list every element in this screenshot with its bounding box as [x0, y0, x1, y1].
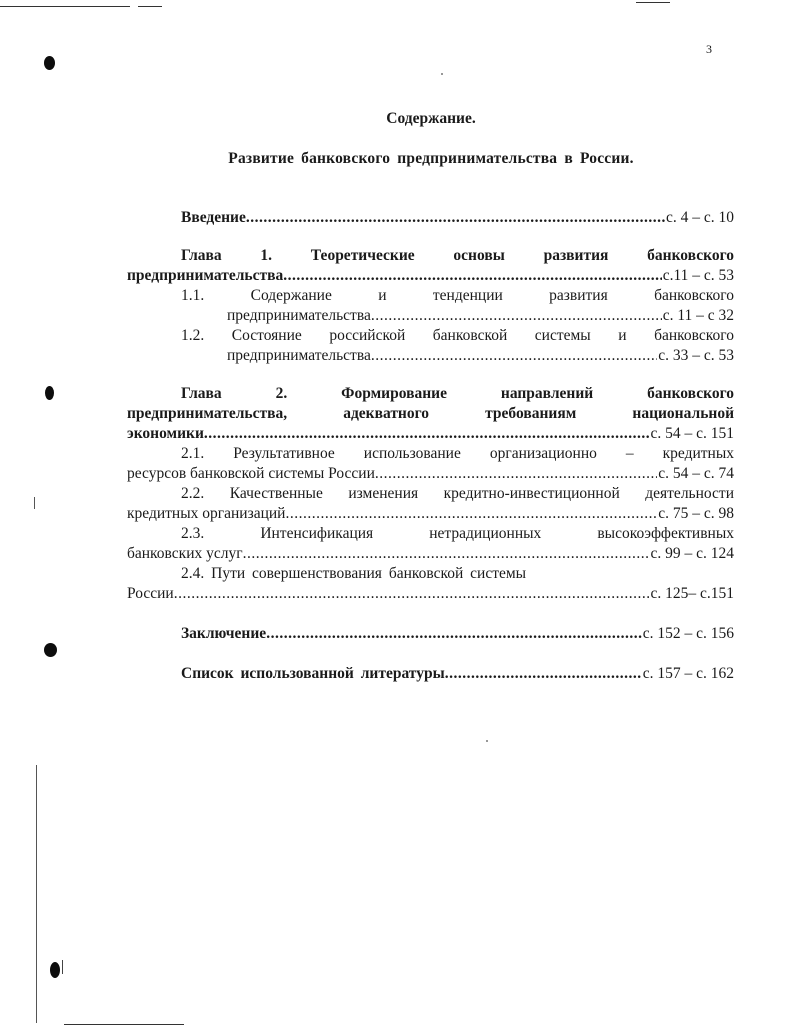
toc-entry-section-2-1	[127, 464, 734, 484]
leader-dots	[243, 544, 650, 564]
toc-entry-label: Введение	[181, 209, 246, 226]
punch-hole-mark	[44, 56, 55, 70]
scan-top-edge-line	[138, 6, 162, 7]
toc-entry-bibliography	[127, 664, 734, 684]
toc-entry-label: кредитных организаций	[127, 505, 286, 522]
leader-dots	[204, 424, 650, 444]
scan-mark	[62, 960, 63, 974]
toc-entry-label: России	[127, 585, 174, 602]
toc-entry-section-2-3	[127, 544, 734, 564]
leader-dots	[445, 664, 642, 684]
scan-speck	[486, 740, 488, 742]
toc-entry-section-2-2	[127, 504, 734, 524]
toc-chapter-heading: Глава 1. Теоретические основы развития банковского	[181, 247, 734, 264]
toc-entry-pages: с. 54 – с. 151	[650, 425, 734, 442]
toc-section-heading: 1.1. Содержание и тенденции развития банковского	[181, 287, 734, 304]
toc-section-heading: 2.4. Пути совершенствования банковской системы	[181, 565, 527, 582]
leader-dots	[174, 584, 650, 604]
toc-entry-label: банковских услуг	[127, 545, 243, 562]
scan-top-edge-line	[0, 6, 130, 7]
document-subtitle: Развитие банковского предпринимательства в России.	[228, 150, 634, 167]
scan-top-edge-line	[636, 2, 670, 3]
toc-section-heading: 1.2. Состояние российской банковской системы и банковского	[181, 327, 734, 344]
scan-left-edge-line	[36, 765, 37, 1023]
punch-hole-mark	[50, 962, 60, 978]
toc-entry-label: Заключение	[181, 625, 267, 642]
scan-mark	[34, 497, 35, 509]
toc-entry-pages: с. 99 – с. 124	[650, 545, 734, 562]
toc-entry-label: ресурсов банковской системы России	[127, 465, 375, 482]
toc-entry-introduction	[127, 208, 734, 228]
leader-dots	[283, 266, 661, 286]
toc-entry-label: Список использованной литературы	[181, 665, 445, 682]
punch-hole-mark	[44, 643, 57, 657]
table-of-contents	[127, 208, 734, 684]
toc-section-heading: 2.3. Интенсификация нетрадиционных высокоэффективных	[181, 525, 734, 542]
toc-chapter-heading-continued: предпринимательства, адекватного требованиям национальной	[127, 405, 734, 422]
toc-entry-pages: с. 4 – с. 10	[665, 209, 734, 226]
scan-bottom-edge-line	[64, 1024, 184, 1025]
toc-chapter-heading: Глава 2. Формирование направлений банковского	[181, 385, 734, 402]
toc-entry-label: экономики	[127, 425, 204, 442]
toc-entry-conclusion	[127, 624, 734, 644]
leader-dots	[375, 464, 657, 484]
toc-entry-chapter-1	[127, 266, 734, 286]
leader-dots	[246, 208, 665, 228]
toc-entry-chapter-2	[127, 424, 734, 444]
page-title: Содержание.	[386, 110, 476, 127]
toc-entry-pages: с.11 – с. 53	[662, 267, 734, 284]
punch-hole-mark	[45, 386, 54, 400]
page-number: 3	[706, 42, 712, 56]
toc-entry-section-1-1	[127, 306, 734, 326]
toc-entry-section-1-2	[127, 346, 734, 366]
leader-dots	[266, 624, 642, 644]
toc-entry-label: предпринимательства	[227, 347, 371, 364]
toc-section-heading: 2.2. Качественные изменения кредитно-инвестиционной деятельности	[181, 485, 734, 502]
toc-entry-pages: с. 125– с.151	[650, 585, 734, 602]
leader-dots	[371, 346, 657, 366]
toc-entry-label: предпринимательства	[127, 267, 284, 284]
toc-entry-pages: с. 157 – с. 162	[642, 665, 734, 682]
toc-entry-section-2-4	[127, 584, 734, 604]
scan-speck	[441, 73, 443, 75]
toc-entry-pages: с. 54 – с. 74	[658, 465, 734, 482]
toc-entry-pages: с. 75 – с. 98	[658, 505, 734, 522]
toc-entry-label: предпринимательства	[227, 307, 371, 324]
leader-dots	[285, 504, 657, 524]
leader-dots	[371, 306, 662, 326]
toc-entry-pages: с. 33 – с. 53	[658, 347, 734, 364]
toc-entry-pages: с. 11 – с 32	[662, 307, 734, 324]
toc-entry-pages: с. 152 – с. 156	[642, 625, 734, 642]
toc-section-heading: 2.1. Результативное использование организационно – кредитных	[181, 445, 734, 462]
